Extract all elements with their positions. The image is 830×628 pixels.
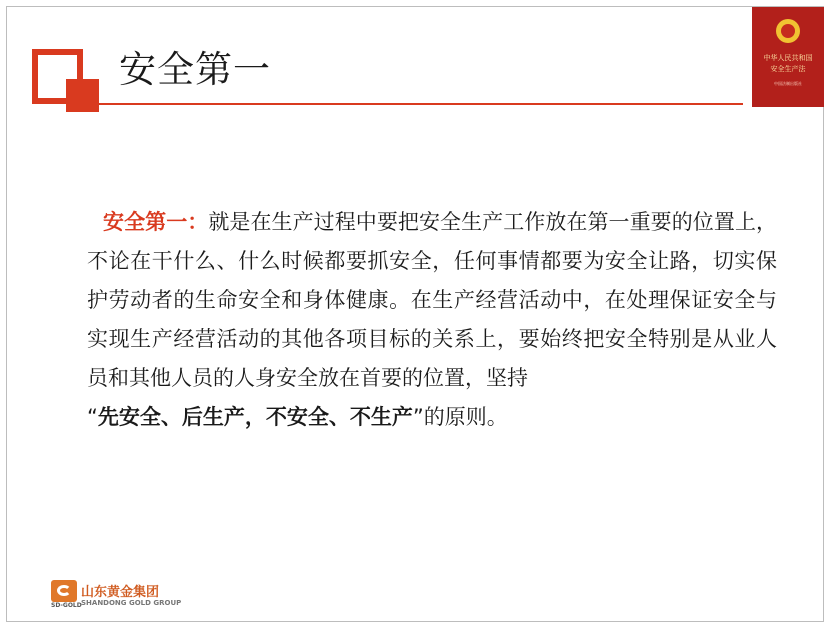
title-decoration-fill (66, 79, 99, 112)
page-title: 安全第一 (119, 48, 271, 91)
company-logo (51, 580, 201, 612)
slogan: 先安全、后生产，不安全、不生产 (97, 405, 413, 429)
definition-paragraph (87, 203, 777, 437)
lead-indent (87, 210, 103, 234)
definition-text: 就是在生产过程中要把安全生产工作放在第一重要的位置上，不论在干什么、什么时候都要抓安全，任何事情都要为安全让路，切实保护劳动者的生命安全和身体健康。在生产经营活动中，在处理保证安全与实现生产经营活动的其他各项目标的关系上，要始终把安全特别是从业人员和其他人员的人身安全放在首要的位置，坚持 (87, 210, 778, 390)
company-abbr: SD-GOLD (51, 602, 82, 609)
open-quote: “ (87, 405, 98, 429)
company-mark-icon (51, 580, 77, 602)
title-underline (99, 103, 743, 105)
company-name-cn: 山东黄金集团 (81, 585, 160, 600)
book-title (756, 53, 820, 75)
term-highlight: 安全第一： (103, 210, 209, 234)
book-title-line2: 安全生产法 (770, 65, 806, 73)
slide (6, 6, 824, 622)
ending-text: 的原则。 (423, 405, 508, 429)
book-publisher: 中国法制出版社 (774, 81, 802, 86)
law-book-cover (752, 7, 824, 107)
company-name-en: SHANDONG GOLD GROUP (81, 599, 182, 607)
book-title-line1: 中华人民共和国 (763, 54, 813, 62)
national-emblem-icon (776, 19, 800, 43)
close-quote: ” (412, 405, 424, 429)
